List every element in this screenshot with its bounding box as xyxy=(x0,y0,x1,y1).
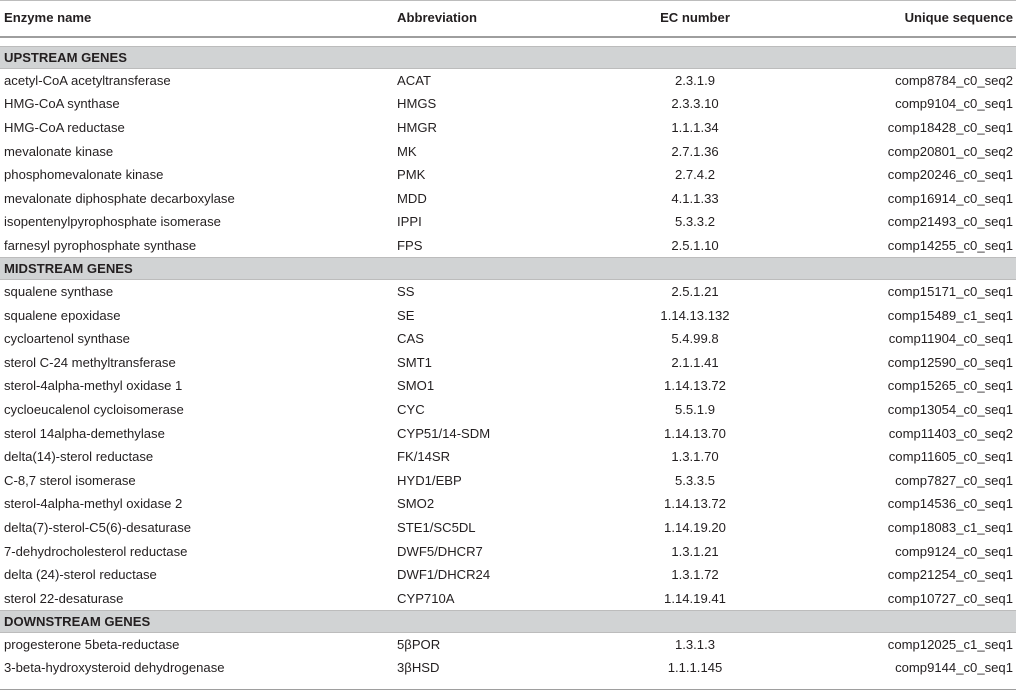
cell-unique-sequence: comp13054_c0_seq1 xyxy=(887,402,1013,418)
cell-abbreviation: SMO1 xyxy=(397,378,435,394)
cell-unique-sequence: comp9104_c0_seq1 xyxy=(895,96,1013,112)
cell-abbreviation: STE1/SC5DL xyxy=(397,519,476,535)
header-enzyme-name: Enzyme name xyxy=(4,10,92,25)
cell-abbreviation: HYD1/EBP xyxy=(397,472,462,488)
header-abbreviation: Abbreviation xyxy=(397,10,478,25)
cell-ec-number: 2.3.3.10 xyxy=(671,96,719,112)
cell-enzyme-name: sterol 22-desaturase xyxy=(4,590,124,606)
cell-enzyme-name: mevalonate diphosphate decarboxylase xyxy=(4,190,235,206)
cell-ec-number: 1.1.1.34 xyxy=(671,119,719,135)
table-row xyxy=(0,327,1016,351)
cell-ec-number: 2.7.1.36 xyxy=(671,143,719,159)
cell-abbreviation: CYP51/14-SDM xyxy=(397,425,491,441)
cell-enzyme-name: squalene epoxidase xyxy=(4,307,121,323)
cell-ec-number: 1.3.1.3 xyxy=(674,636,716,652)
section-header xyxy=(0,46,1016,69)
cell-enzyme-name: sterol 14alpha-demethylase xyxy=(4,425,165,441)
cell-unique-sequence: comp20246_c0_seq1 xyxy=(887,167,1013,183)
cell-ec-number: 1.1.1.145 xyxy=(667,660,723,676)
cell-unique-sequence: comp15265_c0_seq1 xyxy=(887,378,1013,394)
cell-enzyme-name: farnesyl pyrophosphate synthase xyxy=(4,237,197,253)
table-row xyxy=(0,563,1016,587)
table-row xyxy=(0,398,1016,422)
cell-ec-number: 1.3.1.72 xyxy=(671,567,719,583)
table-row xyxy=(0,445,1016,469)
cell-ec-number: 1.14.13.70 xyxy=(664,425,726,441)
table-row xyxy=(0,421,1016,445)
cell-unique-sequence: comp7827_c0_seq1 xyxy=(895,472,1013,488)
cell-ec-number: 1.14.13.132 xyxy=(660,307,730,323)
cell-ec-number: 1.14.13.72 xyxy=(664,378,726,394)
cell-enzyme-name: cycloeucalenol cycloisomerase xyxy=(4,402,184,418)
cell-ec-number: 2.5.1.10 xyxy=(671,237,719,253)
cell-unique-sequence: comp18083_c1_seq1 xyxy=(887,519,1013,535)
table-row xyxy=(0,234,1016,258)
cell-abbreviation: MDD xyxy=(397,190,427,206)
cell-unique-sequence: comp16914_c0_seq1 xyxy=(887,190,1013,206)
cell-ec-number: 1.14.13.72 xyxy=(664,496,726,512)
cell-ec-number: 2.7.4.2 xyxy=(674,167,716,183)
cell-ec-number: 5.3.3.5 xyxy=(674,472,716,488)
cell-enzyme-name: HMG-CoA synthase xyxy=(4,96,120,112)
cell-abbreviation: CYC xyxy=(397,402,425,418)
table-row xyxy=(0,210,1016,234)
cell-abbreviation: 5βPOR xyxy=(397,636,441,652)
table-row xyxy=(0,586,1016,610)
cell-enzyme-name: 7-dehydrocholesterol reductase xyxy=(4,543,188,559)
table-row xyxy=(0,469,1016,493)
section-header xyxy=(0,610,1016,633)
cell-abbreviation: MK xyxy=(397,143,417,159)
cell-unique-sequence: comp12025_c1_seq1 xyxy=(887,636,1013,652)
cell-ec-number: 1.3.1.21 xyxy=(671,543,719,559)
cell-abbreviation: DWF1/DHCR24 xyxy=(397,567,491,583)
cell-enzyme-name: squalene synthase xyxy=(4,284,114,300)
table-header xyxy=(0,0,1016,38)
cell-enzyme-name: delta (24)-sterol reductase xyxy=(4,567,157,583)
cell-enzyme-name: delta(7)-sterol-C5(6)-desaturase xyxy=(4,519,192,535)
cell-enzyme-name: mevalonate kinase xyxy=(4,143,114,159)
header-unique-sequence: Unique sequence xyxy=(904,10,1013,25)
cell-abbreviation: IPPI xyxy=(397,214,422,230)
cell-unique-sequence: comp11904_c0_seq1 xyxy=(888,331,1013,347)
table-bottom-rule xyxy=(0,680,1016,690)
cell-unique-sequence: comp9144_c0_seq1 xyxy=(895,660,1013,676)
cell-ec-number: 2.3.1.9 xyxy=(674,72,716,88)
cell-ec-number: 2.5.1.21 xyxy=(671,284,719,300)
table-row xyxy=(0,116,1016,140)
cell-abbreviation: DWF5/DHCR7 xyxy=(397,543,483,559)
cell-abbreviation: FK/14SR xyxy=(397,449,451,465)
cell-unique-sequence: comp15171_c0_seq1 xyxy=(887,284,1013,300)
cell-abbreviation: SS xyxy=(397,284,415,300)
table-row xyxy=(0,351,1016,375)
table-row xyxy=(0,516,1016,540)
cell-abbreviation: 3βHSD xyxy=(397,660,440,676)
cell-unique-sequence: comp18428_c0_seq1 xyxy=(887,119,1013,135)
cell-unique-sequence: comp9124_c0_seq1 xyxy=(895,543,1013,559)
cell-enzyme-name: acetyl-CoA acetyltransferase xyxy=(4,72,171,88)
cell-unique-sequence: comp21493_c0_seq1 xyxy=(887,214,1013,230)
cell-abbreviation: HMGR xyxy=(397,119,438,135)
cell-enzyme-name: isopentenylpyrophosphate isomerase xyxy=(4,214,221,230)
cell-unique-sequence: comp21254_c0_seq1 xyxy=(887,567,1013,583)
cell-ec-number: 5.5.1.9 xyxy=(674,402,716,418)
table-row xyxy=(0,374,1016,398)
cell-abbreviation: CAS xyxy=(397,331,424,347)
cell-abbreviation: FPS xyxy=(397,237,423,253)
cell-unique-sequence: comp10727_c0_seq1 xyxy=(887,590,1013,606)
cell-enzyme-name: sterol-4alpha-methyl oxidase 1 xyxy=(4,378,183,394)
table-row xyxy=(0,656,1016,680)
cell-ec-number: 4.1.1.33 xyxy=(671,190,719,206)
cell-abbreviation: SE xyxy=(397,307,415,323)
table-row xyxy=(0,186,1016,210)
section-title: DOWNSTREAM GENES xyxy=(4,613,151,629)
cell-abbreviation: HMGS xyxy=(397,96,437,112)
cell-unique-sequence: comp12590_c0_seq1 xyxy=(887,354,1013,370)
cell-abbreviation: PMK xyxy=(397,167,426,183)
cell-abbreviation: CYP710A xyxy=(397,590,455,606)
cell-abbreviation: SMO2 xyxy=(397,496,435,512)
table-row xyxy=(0,492,1016,516)
cell-enzyme-name: 3-beta-hydroxysteroid dehydrogenase xyxy=(4,660,225,676)
section-title: UPSTREAM GENES xyxy=(4,49,127,65)
cell-ec-number: 2.1.1.41 xyxy=(671,354,719,370)
cell-ec-number: 5.3.3.2 xyxy=(674,214,716,230)
section-title: MIDSTREAM GENES xyxy=(4,261,133,276)
cell-unique-sequence: comp11403_c0_seq2 xyxy=(888,425,1013,441)
cell-enzyme-name: cycloartenol synthase xyxy=(4,331,130,347)
cell-unique-sequence: comp8784_c0_seq2 xyxy=(895,72,1013,88)
header-ec-number: EC number xyxy=(660,10,730,25)
table-row xyxy=(0,69,1016,93)
cell-enzyme-name: sterol C-24 methyltransferase xyxy=(4,354,176,370)
cell-abbreviation: SMT1 xyxy=(397,354,432,370)
cell-enzyme-name: C-8,7 sterol isomerase xyxy=(4,472,136,488)
table-row xyxy=(0,280,1016,304)
cell-unique-sequence: comp14536_c0_seq1 xyxy=(887,496,1013,512)
cell-enzyme-name: phosphomevalonate kinase xyxy=(4,167,164,183)
cell-ec-number: 5.4.99.8 xyxy=(671,331,719,347)
cell-ec-number: 1.3.1.70 xyxy=(671,449,719,465)
cell-enzyme-name: delta(14)-sterol reductase xyxy=(4,449,154,465)
table-row xyxy=(0,633,1016,657)
cell-unique-sequence: comp14255_c0_seq1 xyxy=(887,237,1013,253)
table-row xyxy=(0,303,1016,327)
table-row xyxy=(0,539,1016,563)
table-row xyxy=(0,163,1016,187)
table-body xyxy=(0,46,1016,680)
section-header xyxy=(0,257,1016,280)
cell-enzyme-name: progesterone 5beta-reductase xyxy=(4,636,180,652)
cell-ec-number: 1.14.19.41 xyxy=(664,590,726,606)
cell-abbreviation: ACAT xyxy=(397,72,431,88)
table-row xyxy=(0,92,1016,116)
cell-enzyme-name: sterol-4alpha-methyl oxidase 2 xyxy=(4,496,183,512)
cell-unique-sequence: comp11605_c0_seq1 xyxy=(888,449,1013,465)
cell-enzyme-name: HMG-CoA reductase xyxy=(4,119,125,135)
header-spacer xyxy=(0,38,1016,46)
cell-unique-sequence: comp20801_c0_seq2 xyxy=(887,143,1013,159)
cell-unique-sequence: comp15489_c1_seq1 xyxy=(887,307,1013,323)
cell-ec-number: 1.14.19.20 xyxy=(664,519,726,535)
table-row xyxy=(0,139,1016,163)
